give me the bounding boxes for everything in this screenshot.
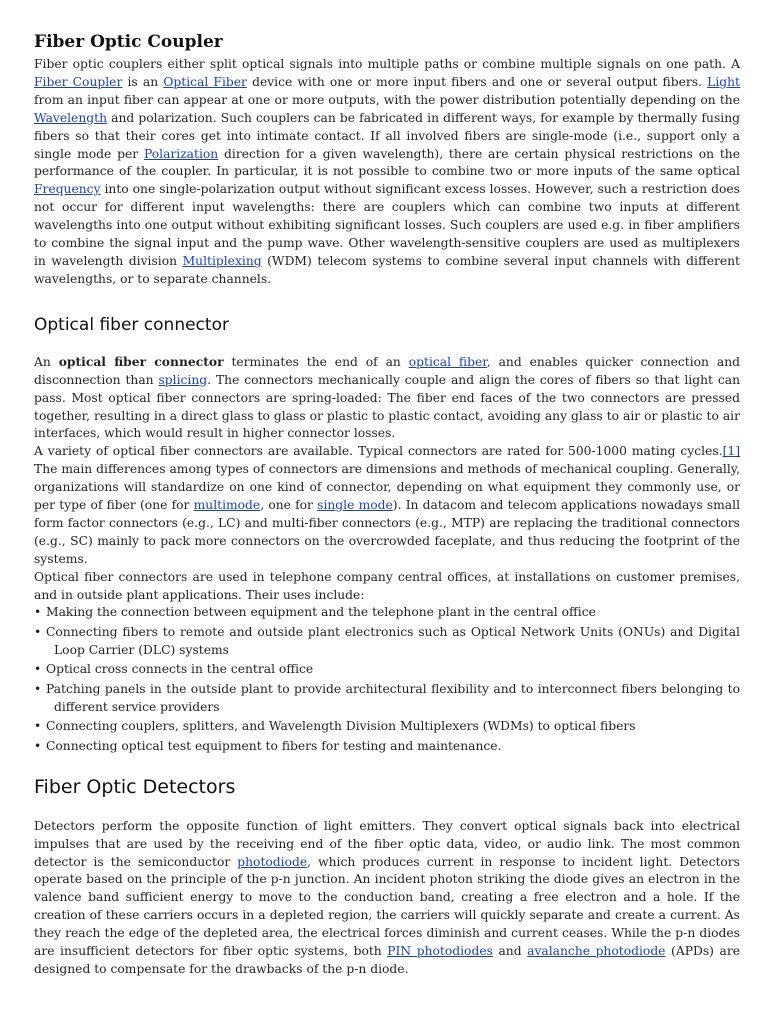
list-item: • Connecting optical test equipment to fibers for testing and maintenance.	[34, 738, 740, 756]
link-single-mode[interactable]: single mode	[317, 498, 393, 513]
detectors-paragraph: Detectors perform the opposite function of light emitters. They convert optical signals back into electrical impulses that are used by the receiving end of the fiber optic data, video, or audio link. The most common detector is the semiconductor photodiode, which produces current in response to incident light. Detectors operate based on the principle of the p-n junction. An incident photon striking the diode gives an electron in the valence band sufficient energy to move to the conduction band, creating a free electron and a hole. If the creation of these carriers occurs in a depleted region, the carriers will quickly separate and create a current. As they reach the edge of the depleted area, the electrical forces diminish and current ceases. While the p-n diodes are insufficient detectors for fiber optic systems, both PIN photodiodes and avalanche photodiode (APDs) are designed to compensate for the drawbacks of the p-n diode.	[34, 818, 740, 976]
bullet-icon: •	[34, 662, 42, 677]
connector-paragraph-1: An optical fiber connector terminates the end of an optical fiber, and enables quicker connection and disconnection than splicing. The connectors mechanically couple and align the cores of fibers so that light can pass. Most optical fiber connectors are spring-loaded: The fiber end faces of the two connectors are pressed together, resulting in a direct glass to glass or plastic to plastic contact, avoiding any glass to air or plastic to air interfaces, which would result in higher connector losses.	[34, 353, 740, 441]
link-citation-1[interactable]: [1]	[722, 444, 740, 459]
link-optical-fiber-2[interactable]: optical fiber	[408, 354, 487, 369]
bullet-icon: •	[34, 738, 42, 753]
list-item: • Patching panels in the outside plant to provide architectural flexibility and to interconnect fibers belonging to different service providers	[34, 681, 740, 714]
link-fiber-coupler[interactable]: Fiber Coupler	[34, 74, 123, 89]
link-polarization[interactable]: Polarization	[143, 146, 219, 161]
link-pin-photodiodes[interactable]: PIN photodiodes	[387, 944, 493, 959]
bullet-icon: •	[34, 605, 42, 620]
list-item: • Connecting fibers to remote and outside plant electronics such as Optical Network Units (ONUs) and Digital Loop Carrier (DLC) systems	[34, 624, 740, 657]
link-wavelength[interactable]: Wavelength	[34, 110, 107, 125]
bullet-icon: •	[34, 719, 42, 734]
link-splicing[interactable]: splicing	[158, 372, 208, 387]
link-optical-fiber[interactable]: Optical Fiber	[163, 74, 247, 89]
bold-term: optical fiber connector	[58, 353, 224, 369]
bullet-icon: •	[34, 681, 42, 696]
section-title-fiber-optic-detectors: Fiber Optic Detectors	[34, 775, 236, 798]
bullet-icon: •	[34, 624, 42, 639]
uses-list	[34, 604, 740, 755]
connector-paragraph-2: A variety of optical fiber connectors are available. Typical connectors are rated for 500-1000 mating cycles.[1] The main differences among types of connectors are dimensions and methods of mechanical coupling. Generally, organizations will standardize on one kind of connector, depending on what equipment they commonly use, or per type of fiber (one for multimode, one for single mode). In datacom and telecom applications nowadays small form factor connectors (e.g., LC) and multi-fiber connectors (e.g., MTP) are replacing the traditional connectors (e.g., SC) mainly to pack more connectors on the overcrowded faceplate, and thus reducing the footprint of the systems.	[34, 444, 741, 566]
link-frequency[interactable]: Frequency	[34, 182, 101, 197]
section-title-fiber-optic-coupler: Fiber Optic Coupler	[34, 32, 223, 52]
connector-paragraph-3: Optical fiber connectors are used in telephone company central offices, at installations on customer premises, and in outside plant applications. Their uses include:	[34, 569, 740, 602]
list-item: • Making the connection between equipment and the telephone plant in the central office	[34, 604, 740, 622]
link-light[interactable]: Light	[707, 74, 740, 89]
list-item: • Connecting couplers, splitters, and Wavelength Division Multiplexers (WDMs) to optical fibers	[34, 718, 740, 736]
link-multimode[interactable]: multimode	[193, 498, 261, 513]
list-item: • Optical cross connects in the central office	[34, 661, 740, 679]
link-avalanche-photodiode[interactable]: avalanche photodiode	[527, 944, 666, 959]
section-title-optical-fiber-connector: Optical fiber connector	[34, 314, 229, 335]
link-multiplexing[interactable]: Multiplexing	[182, 253, 262, 268]
coupler-paragraph: Fiber optic couplers either split optical signals into multiple paths or combine multiple signals on one path. A Fiber Coupler is an Optical Fiber device with one or more input fibers and one or several output fibers. Light from an input fiber can appear at one or more outputs, with the power distribution potentially depending on the Wavelength and polarization. Such couplers can be fabricated in different ways, for example by thermally fusing fibers so that their cores get into intimate contact. If all involved fibers are single-mode (i.e., support only a single mode per Polarization direction for a given wavelength), there are certain physical restrictions on the performance of the coupler. In particular, it is not possible to combine two or more inputs of the same optical Frequency into one single-polarization output without significant excess losses. However, such a restriction does not occur for different input wavelengths: there are couplers which can combine two inputs at different wavelengths into one output without exhibiting significant losses. Such couplers are used e.g. in fiber amplifiers to combine the signal input and the pump wave. Other wavelength-sensitive couplers are used as multiplexers in wavelength division Multiplexing (WDM) telecom systems to combine several input channels with different wavelengths, or to separate channels.	[34, 57, 741, 286]
link-photodiode[interactable]: photodiode	[237, 854, 308, 869]
